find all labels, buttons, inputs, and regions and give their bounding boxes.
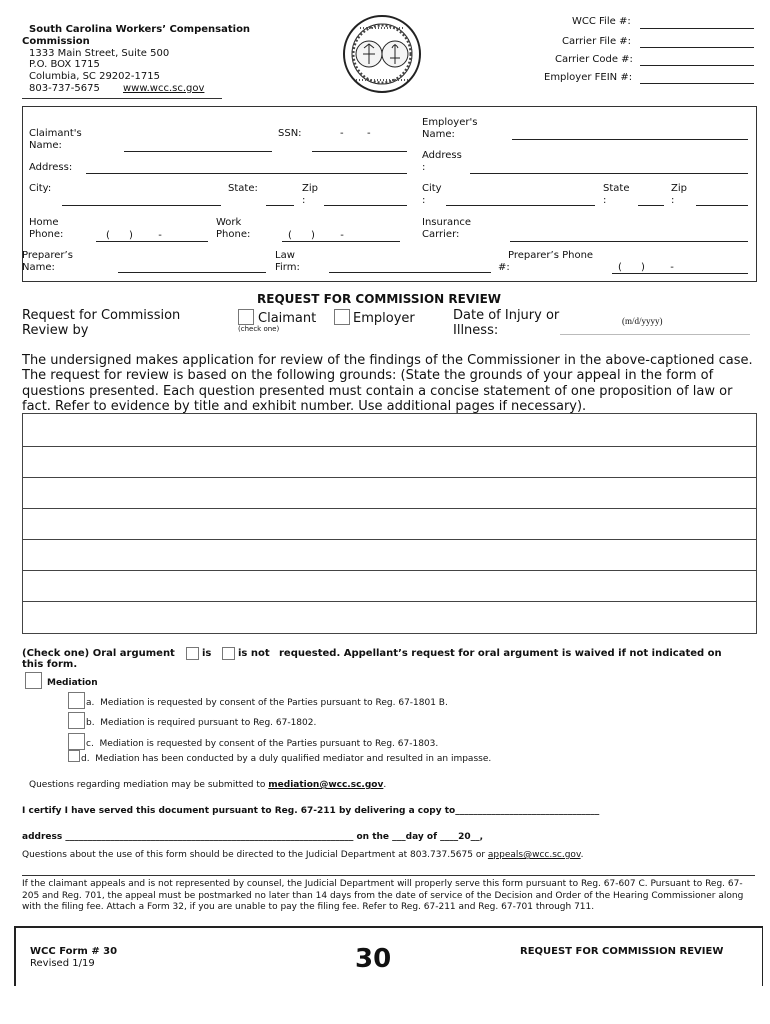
mediation-option-b-checkbox[interactable] [68, 712, 85, 729]
agency-po-box: P.O. BOX 1715 [29, 59, 100, 70]
wcc-file-label: WCC File #: [572, 16, 631, 27]
footer-big-number: 30 [355, 944, 392, 974]
employer-address-label: Address : [422, 150, 462, 173]
home-phone-label: Home Phone: [29, 217, 64, 240]
agency-name-line1: South Carolina Workers’ Compensation [29, 24, 251, 35]
ssn-dash-1: - [340, 128, 344, 139]
certification-questions [22, 850, 583, 860]
employer-name-field[interactable] [512, 139, 748, 140]
mediation-questions-suffix: . [383, 780, 387, 790]
ssn-field[interactable] [312, 151, 407, 152]
employer-fein-label: Employer FEIN #: [544, 72, 633, 83]
oral-argument-suffix-2: this form. [22, 659, 78, 670]
agency-phone: 803-737-5675 [29, 83, 100, 94]
employer-state-field[interactable] [638, 205, 664, 206]
agency-street: 1333 Main Street, Suite 500 [29, 48, 170, 59]
mediation-label: Mediation [47, 678, 98, 688]
footer-title: REQUEST FOR COMMISSION REVIEW [520, 946, 724, 957]
employer-fein-field[interactable] [640, 83, 754, 84]
parties-box [22, 106, 757, 282]
home-phone-template: ( ) - [106, 230, 162, 241]
mediation-option-d-checkbox[interactable] [68, 750, 80, 762]
injury-date-label: Date of Injury or Illness: [453, 308, 560, 338]
employer-checkbox[interactable] [334, 309, 350, 325]
wcc-file-field[interactable] [640, 28, 754, 29]
mediation-option-c-checkbox[interactable] [68, 733, 85, 750]
mediation-checkbox[interactable] [25, 672, 42, 689]
injury-date-field[interactable] [560, 334, 750, 335]
employer-option-label: Employer [353, 311, 415, 326]
oral-argument-is-not-label: is not [238, 648, 270, 659]
state-field[interactable] [266, 205, 294, 206]
grounds-line[interactable] [23, 571, 756, 602]
grounds-line[interactable] [23, 478, 756, 509]
grounds-line[interactable] [23, 447, 756, 478]
claimant-name-label: Claimant's Name: [29, 128, 82, 151]
appeals-email-link[interactable]: appeals@wcc.sc.gov [487, 850, 581, 860]
insurance-carrier-field[interactable] [510, 241, 748, 242]
city-field[interactable] [62, 205, 221, 206]
work-phone-template: ( ) - [288, 230, 344, 241]
carrier-file-field[interactable] [640, 47, 754, 48]
oral-argument-prefix: (Check one) Oral argument [22, 648, 175, 659]
mediation-questions [29, 780, 386, 790]
preparer-name-field[interactable] [118, 272, 266, 273]
grounds-line[interactable] [23, 540, 756, 571]
ssn-label: SSN: [278, 128, 302, 139]
work-phone-label: Work Phone: [216, 217, 251, 240]
carrier-file-label: Carrier File #: [562, 36, 632, 47]
zip-colon: : [302, 195, 306, 206]
oral-argument-is-not-checkbox[interactable] [222, 647, 235, 660]
carrier-code-label: Carrier Code #: [555, 54, 633, 65]
employer-city-field[interactable] [446, 205, 595, 206]
employer-zip-field[interactable] [696, 205, 748, 206]
certification-questions-prefix: Questions about the use of this form should be directed to the Judicial Department at 803.737.5675 or [22, 850, 488, 860]
mediation-option-b: b. Mediation is required pursuant to Reg. 67-1802. [86, 718, 317, 728]
preparer-name-label: Preparer’s Name: [22, 250, 73, 273]
grounds-text-area[interactable] [22, 413, 757, 634]
carrier-code-field[interactable] [640, 65, 754, 66]
home-phone-field[interactable] [96, 241, 208, 242]
address-field[interactable] [86, 173, 407, 174]
work-phone-field[interactable] [282, 241, 400, 242]
address-label: Address: [29, 162, 73, 173]
date-format-hint: (m/d/yyyy) [622, 316, 663, 326]
grounds-line[interactable] [23, 414, 756, 447]
footer-form-number: WCC Form # 30 [30, 946, 118, 957]
check-one-hint: (check one) [238, 325, 280, 333]
state-seal-icon [342, 14, 422, 94]
form-title: REQUEST FOR COMMISSION REVIEW [257, 292, 502, 306]
preparer-phone-template: ( ) - [618, 262, 674, 273]
insurance-carrier-label: Insurance Carrier: [422, 217, 472, 240]
employer-zip-label: Zip : [671, 183, 687, 206]
agency-city: Columbia, SC 29202-1715 [29, 71, 160, 82]
mediation-option-a-checkbox[interactable] [68, 692, 85, 709]
footer-revised: Revised 1/19 [30, 958, 95, 969]
mediation-option-a: a. Mediation is requested by consent of the Parties pursuant to Reg. 67-1801 B. [86, 698, 448, 708]
header-divider [22, 98, 222, 99]
oral-argument-is-label: is [202, 648, 212, 659]
footer-divider [22, 875, 755, 876]
employer-address-field[interactable] [470, 173, 748, 174]
preparer-phone-field[interactable] [612, 273, 748, 274]
city-label: City: [29, 183, 52, 194]
claimant-name-field[interactable] [124, 151, 272, 152]
mediation-option-c: c. Mediation is requested by consent of the Parties pursuant to Reg. 67-1803. [86, 739, 439, 749]
zip-field[interactable] [324, 205, 407, 206]
mediation-option-d: d. Mediation has been conducted by a duly qualified mediator and resulted in an impasse. [81, 754, 492, 764]
oral-argument-suffix: requested. Appellant’s request for oral argument is waived if not indicated on [279, 648, 722, 659]
mediation-email-link[interactable]: mediation@wcc.sc.gov [268, 780, 384, 790]
agency-name-line2: Commission [22, 36, 90, 47]
employer-city-label: City : [422, 183, 442, 206]
review-by-label: Request for Commission Review by [22, 308, 181, 338]
preparer-phone-hash: #: [498, 262, 510, 273]
grounds-line[interactable] [23, 602, 756, 632]
ssn-dash-2: - [367, 128, 371, 139]
footer-note: If the claimant appeals and is not represented by counsel, the Judicial Department will properly serve this form pursuant to Reg. 67-607 C. Pursuant to Reg. 67-205 and Reg. 701, the appeal must be postmarked no later than 14 days from the date of service of the Decision and Order of the Hearing Commissioner along with the filing fee. Attach a Form 32, if you are unable to pay the filing fee. Refer to Reg. 67-211 and Reg. 67-701 through 711. [22, 879, 744, 912]
employer-name-label: Employer's Name: [422, 117, 478, 140]
claimant-checkbox[interactable] [238, 309, 254, 325]
preparer-phone-label: Preparer’s Phone [508, 250, 594, 261]
claimant-option-label: Claimant [258, 311, 317, 326]
employer-state-label: State : [603, 183, 630, 206]
zip-label: Zip [302, 183, 318, 194]
law-firm-label: Law Firm: [275, 250, 300, 273]
mediation-questions-prefix: Questions regarding mediation may be submitted to [29, 780, 269, 790]
state-label: State: [228, 183, 258, 194]
certification-line-2: address ________________________________________________________________ on the ___day of ____20__, [22, 832, 484, 842]
certification-line-1: I certify I have served this document pursuant to Reg. 67-211 by delivering a copy to________________________________ [22, 806, 600, 816]
oral-argument-is-checkbox[interactable] [186, 647, 199, 660]
certification-questions-suffix: . [580, 850, 584, 860]
instructions-paragraph: The undersigned makes application for review of the findings of the Commissioner in the above-captioned case. The request for review is based on the following grounds: (State the grounds of your appeal in the form of questions presented. Each question presented must contain a concise statement of one proposition of law or fact. Refer to evidence by title and exhibit number. Use additional pages if necessary). [22, 353, 753, 414]
grounds-line[interactable] [23, 509, 756, 540]
law-firm-field[interactable] [329, 272, 491, 273]
agency-website-link[interactable]: www.wcc.sc.gov [123, 83, 205, 94]
